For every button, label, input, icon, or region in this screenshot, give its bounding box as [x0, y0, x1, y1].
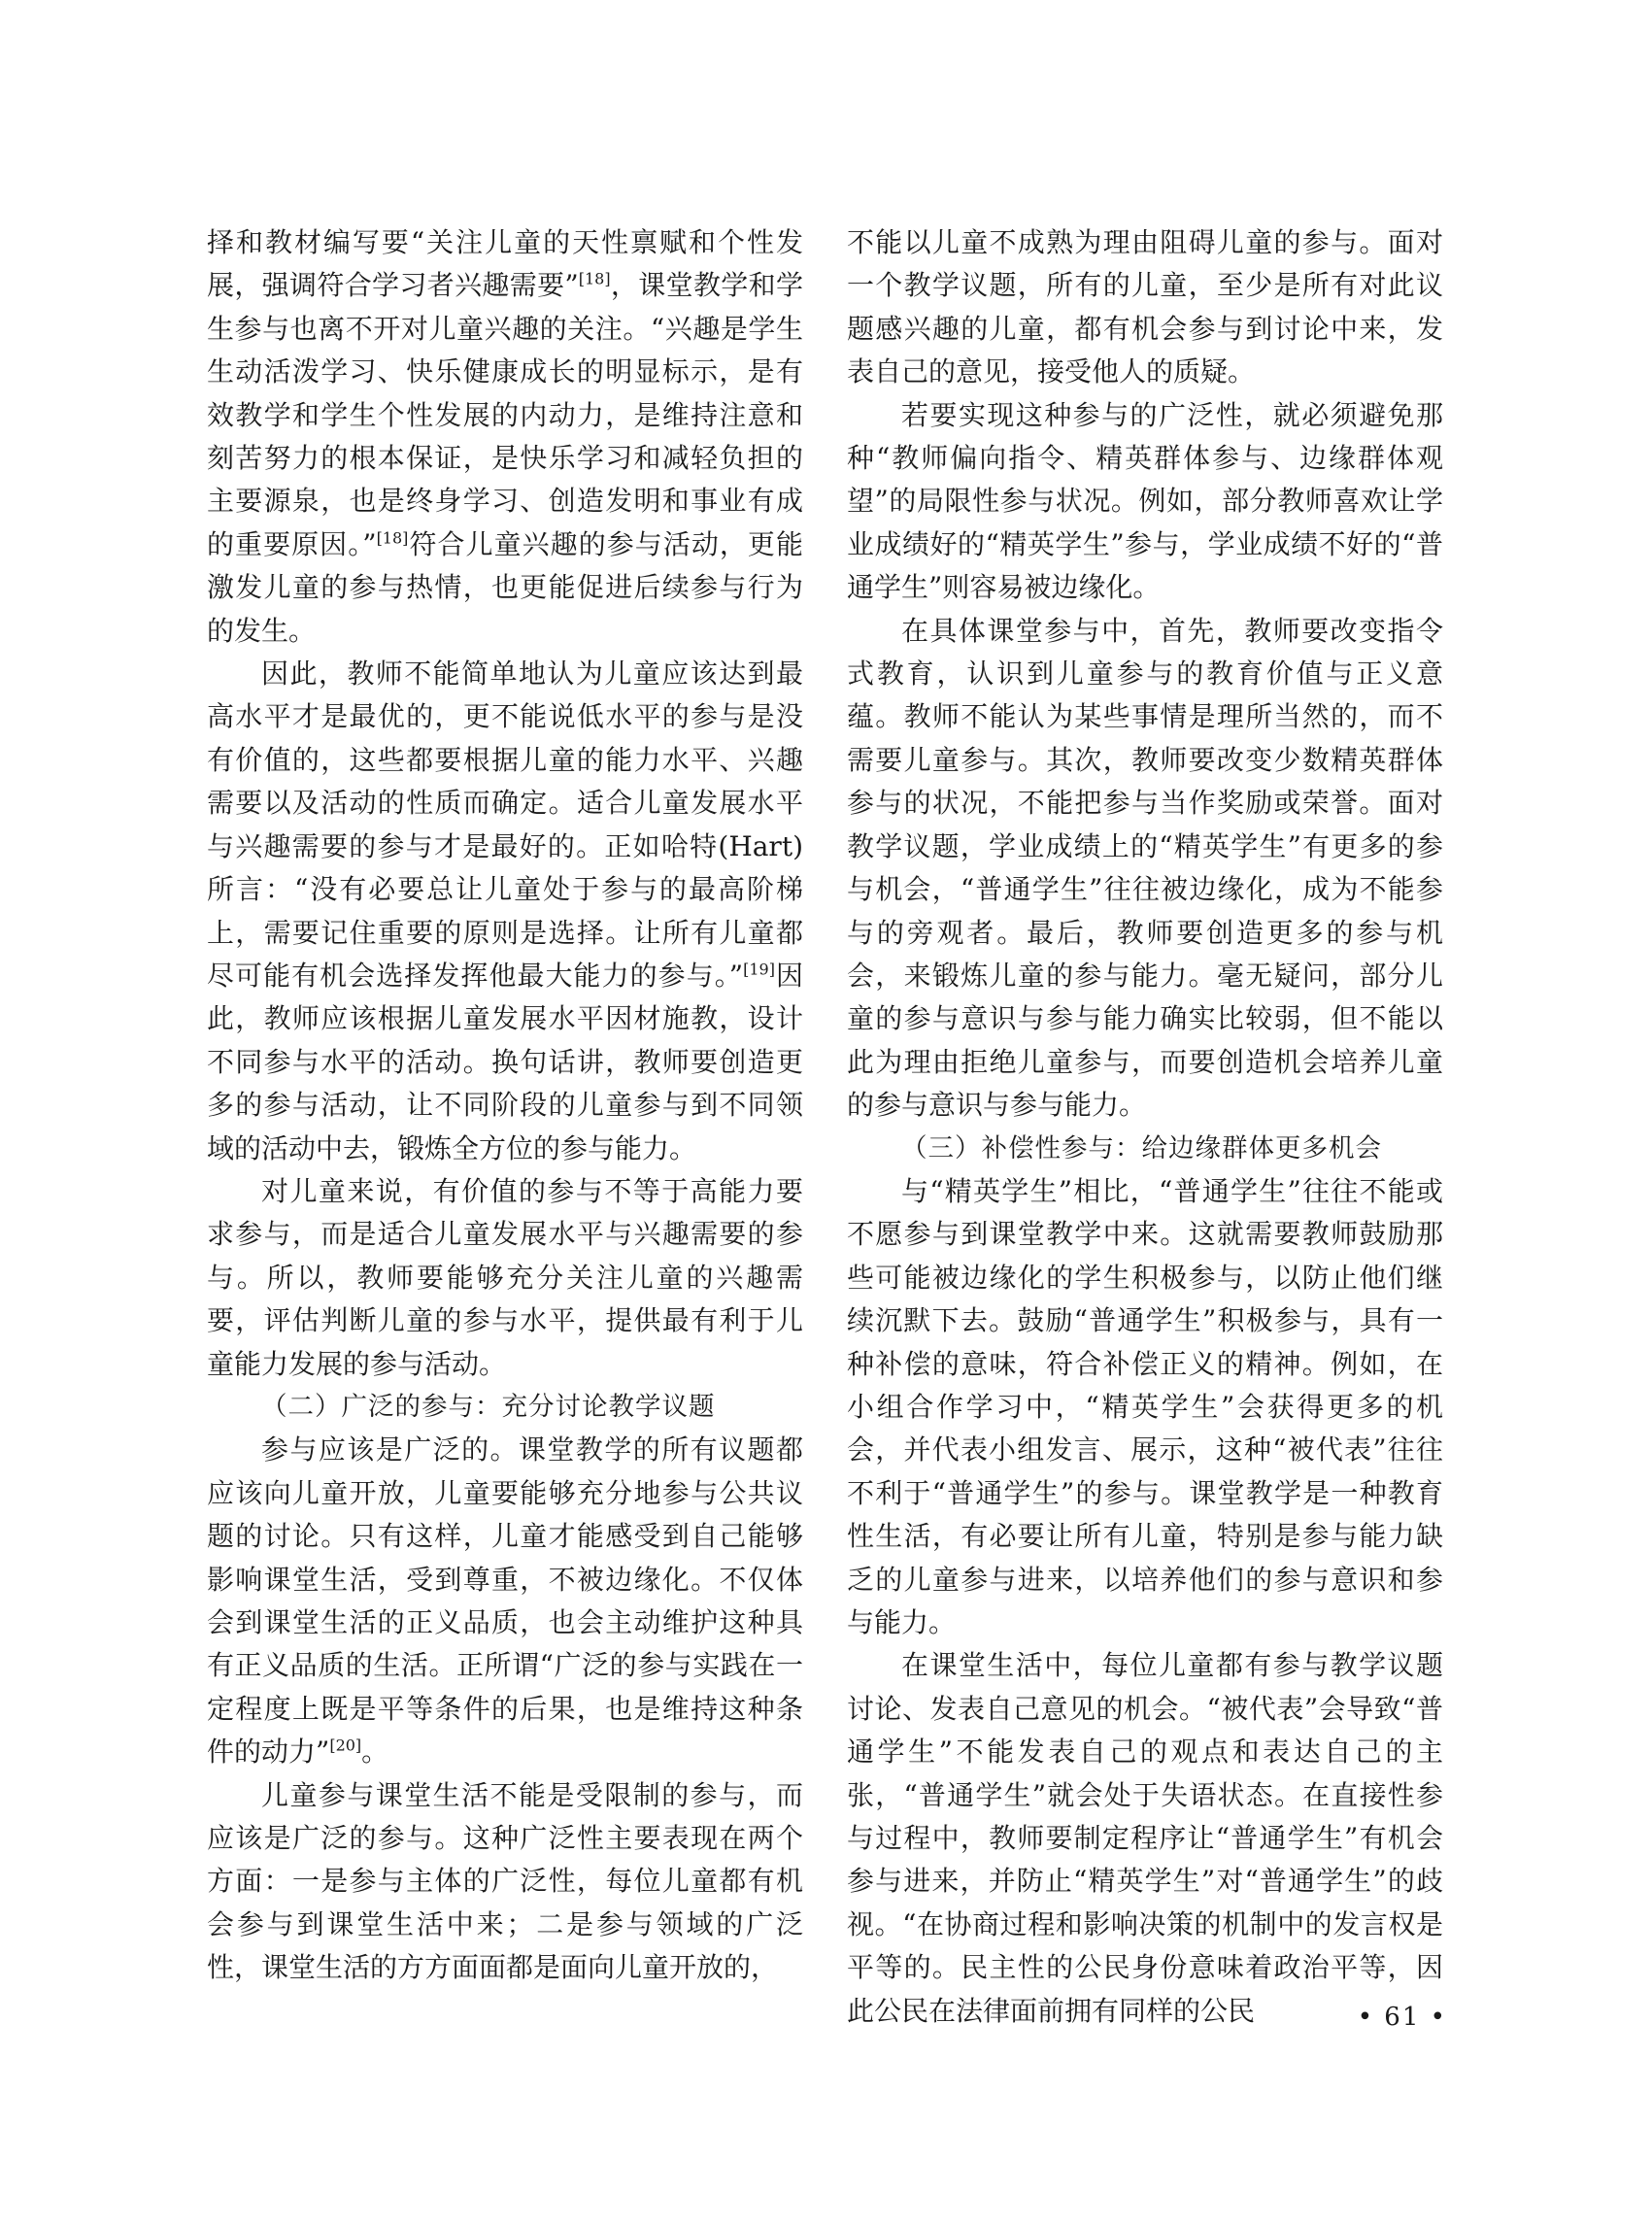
- body-paragraph: [847, 1170, 1443, 1644]
- body-paragraph: [847, 610, 1443, 1128]
- text-run: （三）补偿性参与：给边缘群体更多机会: [901, 1132, 1382, 1163]
- text-run: 因此，教师不能简单地认为儿童应该达到最高水平才是最优的，更不能说低水平的参与是没有价值的，这些都要根据儿童的能力水平、兴趣需要以及活动的性质而确定。适合儿童发展水平与兴趣需要的参与才是最好的。正如哈特(Hart)所言：“没有必要总让儿童处于参与的最高阶梯上，需要记住重要的原则是选择。让所有儿童都尽可能有机会选择发挥他最大能力的参与。”: [207, 657, 803, 992]
- citation-ref: [20]: [329, 1736, 362, 1755]
- body-paragraph: [207, 1774, 803, 1990]
- body-paragraph: [847, 221, 1443, 394]
- text-run: 择和教材编写要“关注儿童的天性禀赋和个性发展，强调符合学习者兴趣需要”: [207, 226, 803, 302]
- text-run: 儿童参与课堂生活不能是受限制的参与，而应该是广泛的参与。这种广泛性主要表现在两个方面：一是参与主体的广泛性，每位儿童都有机会参与到课堂生活中来；二是参与领域的广泛性，课堂生活的方方面面都是面向儿童开放的，: [207, 1778, 803, 1984]
- body-paragraph: [207, 1170, 803, 1386]
- citation-ref: [18]: [578, 270, 611, 289]
- section-heading: [207, 1386, 803, 1429]
- page-number: • 61 •: [1357, 2003, 1447, 2032]
- text-run: 对儿童来说，有价值的参与不等于高能力要求参与，而是适合儿童发展水平与兴趣需要的参与。所以，教师要能够充分关注儿童的兴趣需要，评估判断儿童的参与水平，提供最有利于儿童能力发展的参与活动。: [207, 1174, 803, 1380]
- right-column: [847, 221, 1443, 2033]
- body-paragraph: [847, 394, 1443, 610]
- text-run: （二）广泛的参与：充分讨论教学议题: [261, 1391, 716, 1422]
- citation-ref: [18]: [376, 528, 409, 548]
- text-run: 参与应该是广泛的。课堂教学的所有议题都应该向儿童开放，儿童要能够充分地参与公共议题的讨论。只有这样，儿童才能感受到自己能够影响课堂生活，受到尊重，不被边缘化。不仅体会到课堂生活的正义品质，也会主动维护这种具有正义品质的生活。正所谓“广泛的参与实践在一定程度上既是平等条件的后果，也是维持这种条件的动力”: [207, 1433, 803, 1769]
- text-run: 。: [361, 1736, 389, 1769]
- body-paragraph: [207, 653, 803, 1170]
- text-run: ，课堂教学和学生参与也离不开对儿童兴趣的关注。“兴趣是学生生动活泼学习、快乐健康成长的明显标示，是有效教学和学生个性发展的内动力，是维持注意和刻苦努力的根本保证，是快乐学习和减轻负担的主要源泉，也是终身学习、创造发明和事业有成的重要原因。”: [207, 269, 803, 560]
- body-paragraph: [847, 1644, 1443, 2033]
- text-run: 不能以儿童不成熟为理由阻碍儿童的参与。面对一个教学议题，所有的儿童，至少是所有对此议题感兴趣的儿童，都有机会参与到讨论中来，发表自己的意见，接受他人的质疑。: [847, 226, 1443, 388]
- section-heading: [847, 1128, 1443, 1170]
- text-run: 在课堂生活中，每位儿童都有参与教学议题讨论、发表自己意见的机会。“被代表”会导致“普通学生”不能发表自己的观点和表达自己的主张，“普通学生”就会处于失语状态。在直接性参与过程中，教师要制定程序让“普通学生”有机会参与进来，并防止“精英学生”对“普通学生”的歧视。“在协商过程和影响决策的机制中的发言权是平等的。民主性的公民身份意味着政治平等，因此公民在法律面前拥有同样的公民: [847, 1649, 1443, 2027]
- text-run: 符合儿童兴趣的参与活动，更能激发儿童的参与热情，也更能促进后续参与行为的发生。: [207, 527, 803, 647]
- body-paragraph: [207, 221, 803, 653]
- text-run: 因此，教师应该根据儿童发展水平因材施教，设计不同参与水平的活动。换句话讲，教师要创造更多的参与活动，让不同阶段的儿童参与到不同领域的活动中去，锻炼全方位的参与能力。: [207, 959, 803, 1164]
- citation-ref: [19]: [743, 960, 775, 979]
- body-paragraph: [207, 1429, 803, 1773]
- text-run: 在具体课堂参与中，首先，教师要改变指令式教育，认识到儿童参与的教育价值与正义意蕴。教师不能认为某些事情是理所当然的，而不需要儿童参与。其次，教师要改变少数精英群体参与的状况，不能把参与当作奖励或荣誉。面对教学议题，学业成绩上的“精英学生”有更多的参与机会，“普通学生”往往被边缘化，成为不能参与的旁观者。最后，教师要创造更多的参与机会，来锻炼儿童的参与能力。毫无疑问，部分儿童的参与意识与参与能力确实比较弱，但不能以此为理由拒绝儿童参与，而要创造机会培养儿童的参与意识与参与能力。: [847, 614, 1443, 1122]
- left-column: [207, 221, 803, 1990]
- text-run: 若要实现这种参与的广泛性，就必须避免那种“教师偏向指令、精英群体参与、边缘群体观望”的局限性参与状况。例如，部分教师喜欢让学业成绩好的“精英学生”参与，学业成绩不好的“普通学生”则容易被边缘化。: [847, 398, 1443, 604]
- text-run: 与“精英学生”相比，“普通学生”往往不能或不愿参与到课堂教学中来。这就需要教师鼓励那些可能被边缘化的学生积极参与，以防止他们继续沉默下去。鼓励“普通学生”积极参与，具有一种补偿的意味，符合补偿正义的精神。例如，在小组合作学习中，“精英学生”会获得更多的机会，并代表小组发言、展示，这种“被代表”往往不利于“普通学生”的参与。课堂教学是一种教育性生活，有必要让所有儿童，特别是参与能力缺乏的儿童参与进来，以培养他们的参与意识和参与能力。: [847, 1174, 1443, 1638]
